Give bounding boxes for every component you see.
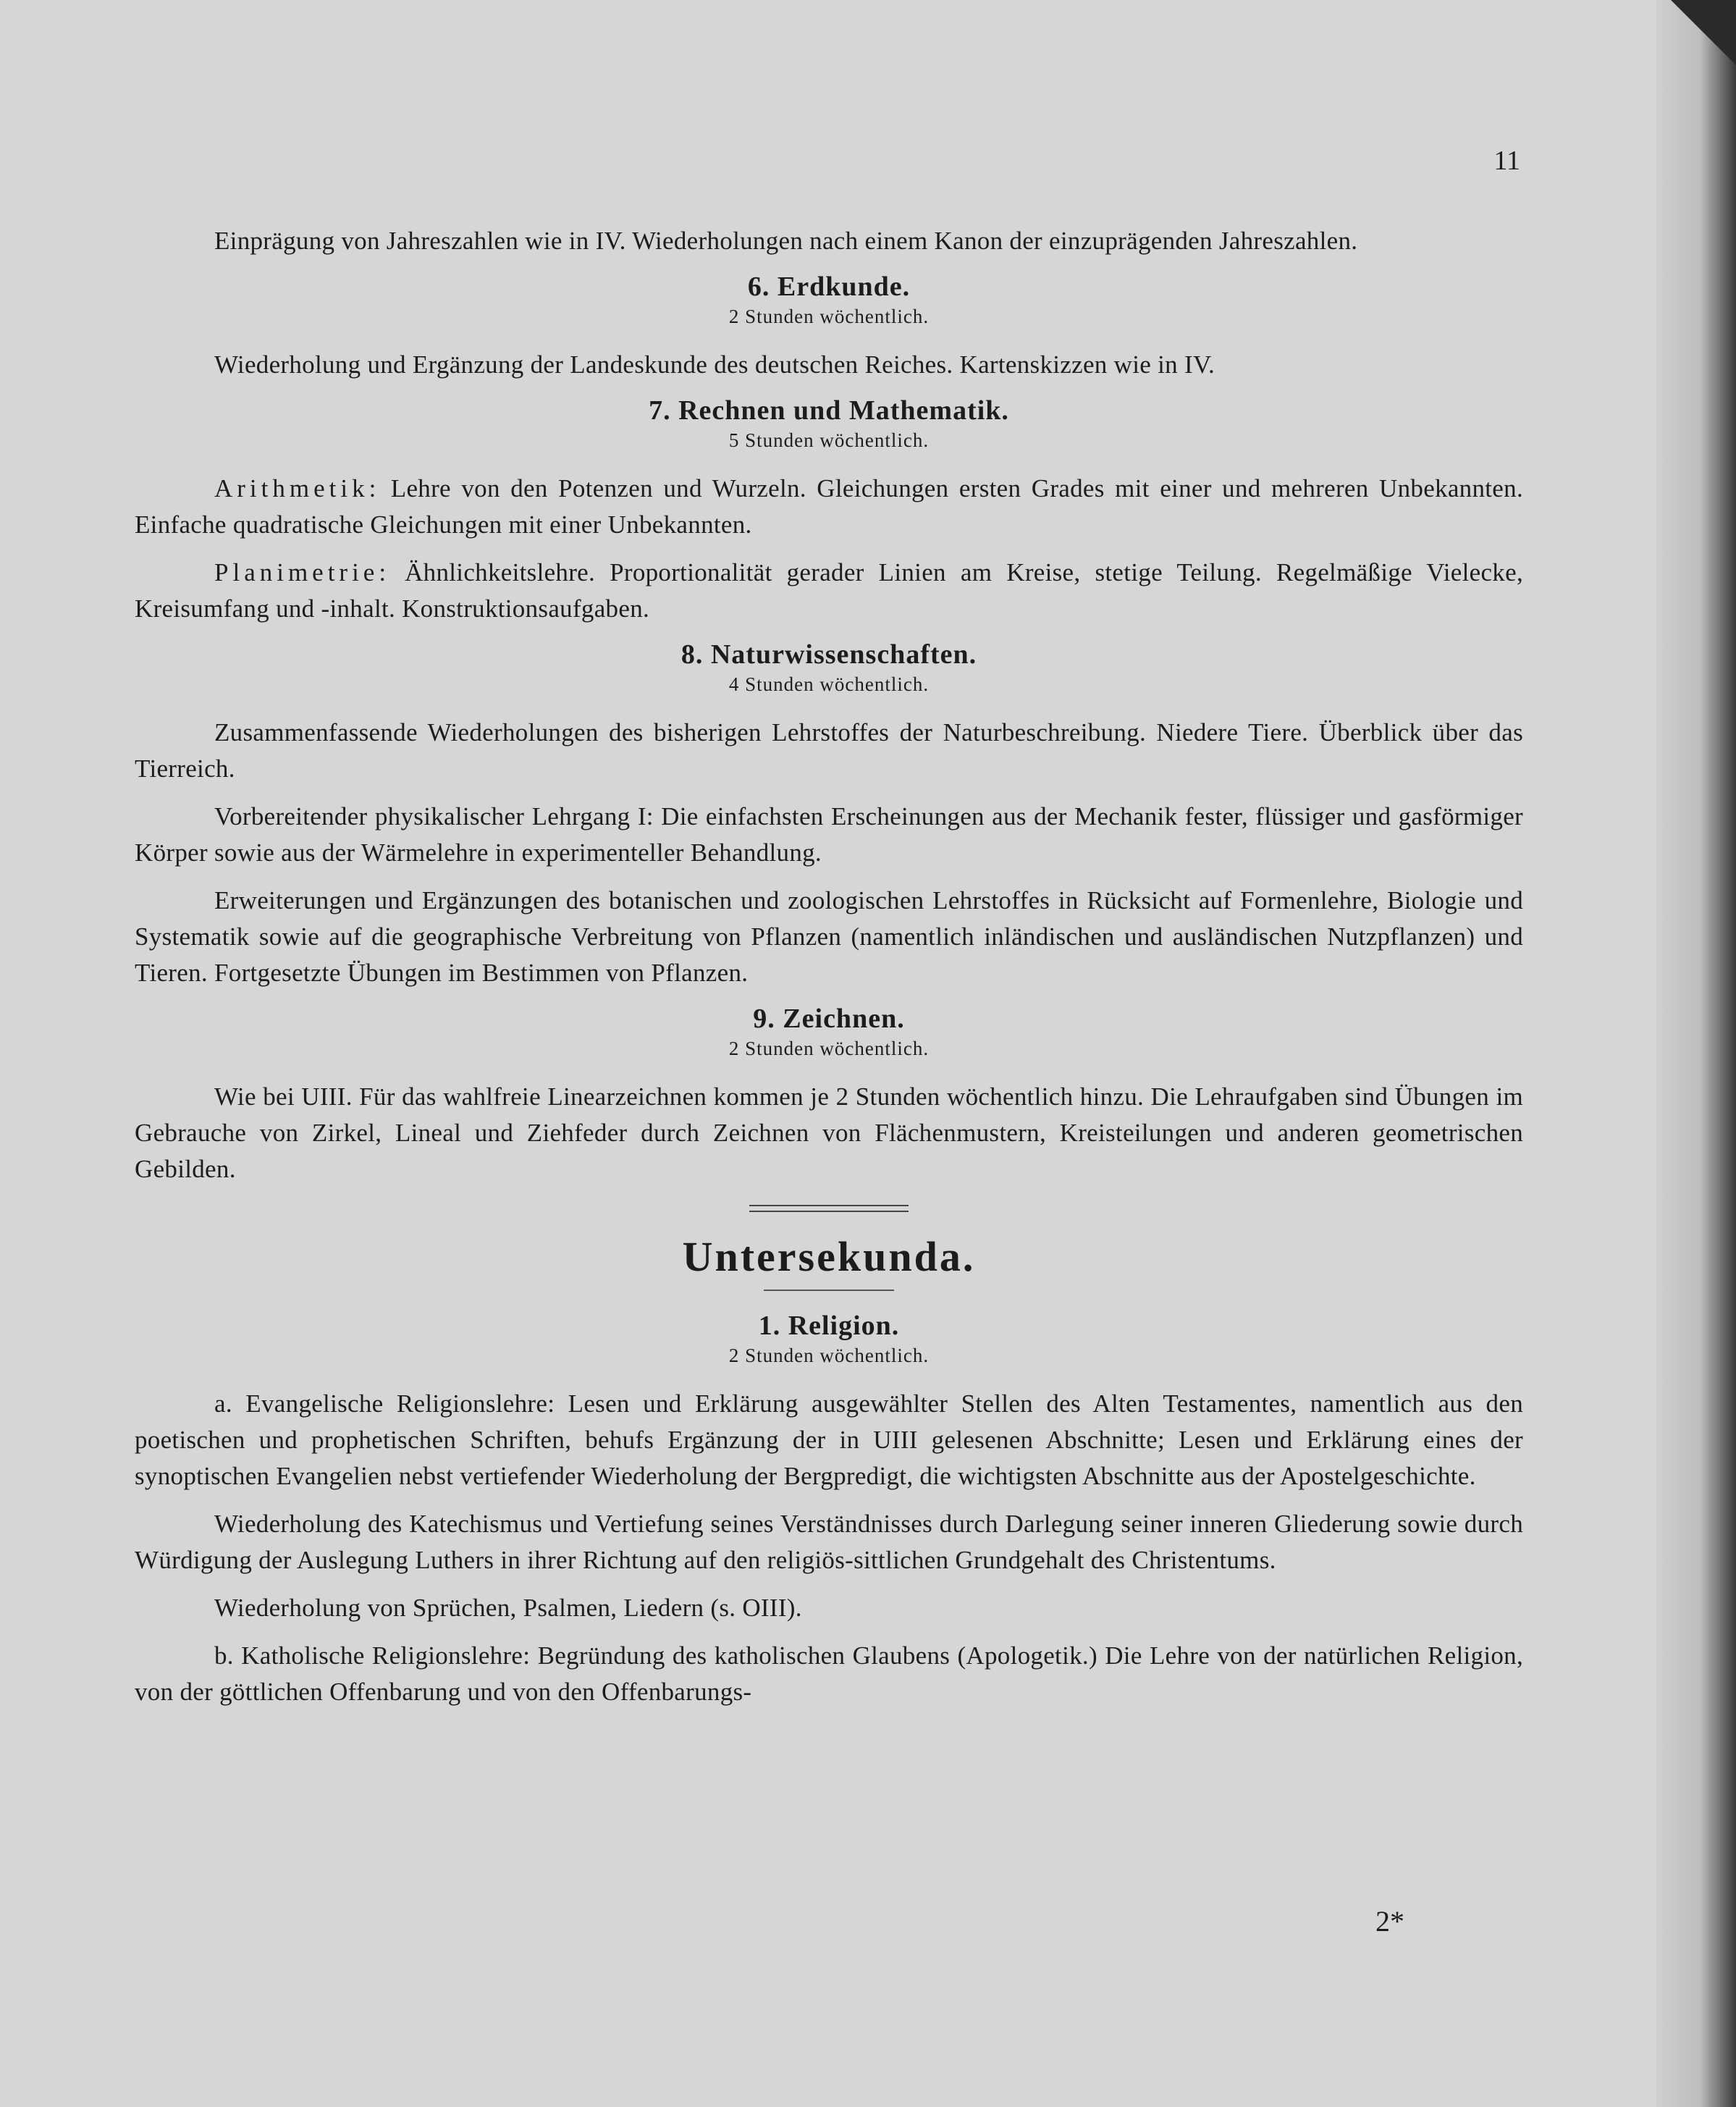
section-divider <box>749 1205 909 1212</box>
spaced-term: Arithmetik: <box>214 474 381 502</box>
paragraph-text: Wiederholung und Ergänzung der Landeskunde des deutschen Reiches. Kartenskizzen wie in IV. <box>214 350 1215 379</box>
section-heading: 7. Rechnen und Mathematik. <box>649 395 1009 426</box>
paragraph <box>135 555 1523 627</box>
section-heading: 1. Religion. <box>758 1311 900 1341</box>
paragraph <box>135 1079 1523 1187</box>
paragraph-text: Ähnlichkeitslehre. Proportionalität gerader Linien am Kreise, stetige Teilung. Regelmäßige Vielecke, Kreisumfang und -inhalt. Konstruktionsaufgaben. <box>135 558 1523 623</box>
page-number: 11 <box>1493 146 1520 176</box>
weekly-hours: 2 Stunden wöchentlich. <box>728 306 930 327</box>
paragraph-text: Lehre von den Potenzen und Wurzeln. Gleichungen ersten Grades mit einer und mehreren Unbekannten. Einfache quadratische Gleichungen mit einer Unbekannten. <box>135 474 1523 539</box>
weekly-hours: 2 Stunden wöchentlich. <box>728 1345 930 1366</box>
signature-mark: 2* <box>1375 1905 1404 1938</box>
paragraph <box>135 1638 1523 1710</box>
paragraph <box>135 799 1523 871</box>
paragraph <box>135 1506 1523 1578</box>
section-heading: 6. Erdkunde. <box>747 272 911 302</box>
paragraph <box>135 471 1523 543</box>
paragraph-text: a. Evangelische Religionslehre: Lesen und Erklärung ausgewählter Stellen des Alten Testamentes, namentlich aus den poetischen und prophetischen Schriften, behufs Ergänzung der in UIII gelesenen Abschnitte; Lesen und Erklärung eines der synoptischen Evangelien nebst vertiefender Wiederholung der Bergpredigt, die wichtigsten Abschnitte aus der Apostelgeschichte. <box>135 1389 1523 1490</box>
section-heading: 9. Zeichnen. <box>753 1004 905 1034</box>
paragraph-text: Einprägung von Jahreszahlen wie in IV. Wiederholungen nach einem Kanon der einzuprägenden Jahreszahlen. <box>214 227 1358 255</box>
paragraph-text: Erweiterungen und Ergänzungen des botanischen und zoologischen Lehrstoffes in Rücksicht auf Formenlehre, Biologie und Systematik sowie auf die geographische Verbreitung von Pflanzen (namentlich inländischen und ausländischen Nutzpflanzen) und Tieren. Fortgesetzte Übungen im Bestimmen von Pflanzen. <box>135 886 1523 987</box>
paragraph-text: Wiederholung des Katechismus und Vertiefung seines Verständnisses durch Darlegung seiner inneren Gliederung sowie durch Würdigung der Auslegung Luthers in ihrer Richtung auf den religiös-sittlichen Grundgehalt des Christentums. <box>135 1510 1523 1574</box>
paragraph-text: b. Katholische Religionslehre: Begründung des katholischen Glaubens (Apologetik.) Die Lehre von der natürlichen Religion, von der göttlichen Offenbarung und von den Offenbarungs- <box>135 1641 1523 1706</box>
weekly-hours: 4 Stunden wöchentlich. <box>728 673 930 695</box>
heading-underline <box>764 1290 894 1291</box>
section-heading: 8. Naturwissenschaften. <box>681 639 977 670</box>
paragraph <box>135 1386 1523 1494</box>
paragraph <box>135 347 1523 383</box>
page-body <box>135 223 1523 1722</box>
weekly-hours: 2 Stunden wöchentlich. <box>728 1038 930 1059</box>
paragraph-text: Vorbereitender physikalischer Lehrgang I: Die einfachsten Erscheinungen aus der Mechanik fester, flüssiger und gasförmiger Körper sowie aus der Wärmelehre in experimenteller Behandlung. <box>135 802 1523 867</box>
spaced-term: Planimetrie: <box>214 558 391 586</box>
page-corner <box>1671 0 1736 65</box>
paragraph-text: Wiederholung von Sprüchen, Psalmen, Liedern (s. OIII). <box>214 1594 802 1622</box>
weekly-hours: 5 Stunden wöchentlich. <box>728 429 930 451</box>
paragraph <box>135 715 1523 787</box>
paragraph <box>135 223 1523 259</box>
paragraph-text: Zusammenfassende Wiederholungen des bisherigen Lehrstoffes der Naturbeschreibung. Niedere Tiere. Überblick über das Tierreich. <box>135 718 1523 783</box>
class-heading: Untersekunda. <box>682 1233 976 1280</box>
paragraph <box>135 883 1523 991</box>
page-edge-shadow <box>1656 0 1736 2107</box>
paragraph-text: Wie bei UIII. Für das wahlfreie Linearzeichnen kommen je 2 Stunden wöchentlich hinzu. Die Lehraufgaben sind Übungen im Gebrauche von Zirkel, Lineal und Ziehfeder durch Zeichnen von Flächenmustern, Kreisteilungen und anderen geometrischen Gebilden. <box>135 1082 1523 1183</box>
paragraph <box>135 1590 1523 1626</box>
